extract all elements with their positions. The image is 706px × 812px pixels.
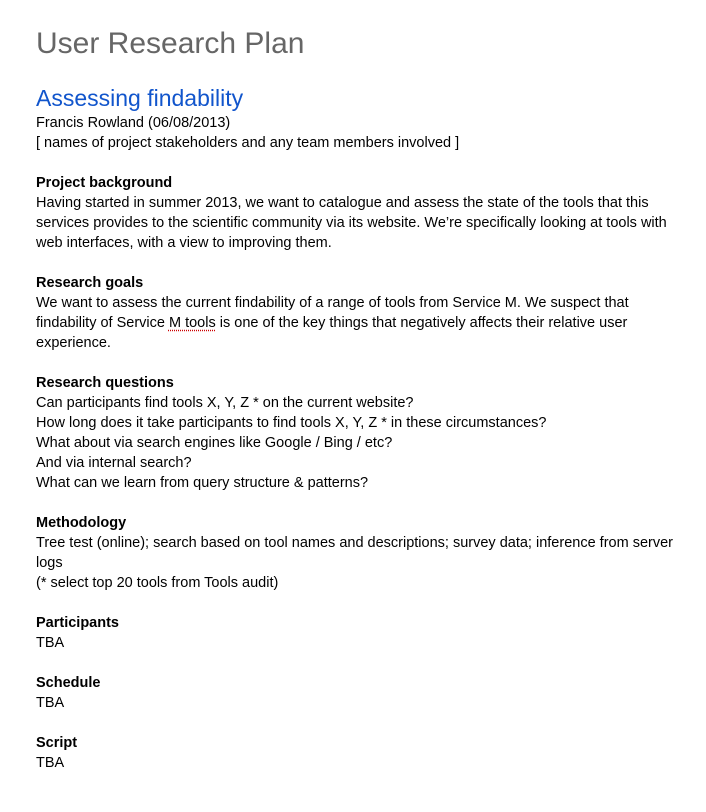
- section-heading: Project background: [36, 175, 173, 191]
- list-item: What about via search engines like Google / Bing / etc?: [36, 435, 393, 451]
- section-schedule: [36, 673, 686, 713]
- section-methodology: [36, 513, 686, 593]
- list-item: And via internal search?: [36, 455, 192, 471]
- document-title: User Research Plan: [36, 27, 305, 60]
- section-heading: Script: [36, 735, 78, 751]
- section-heading: Methodology: [36, 515, 127, 531]
- document-meta: [36, 113, 686, 153]
- list-item: Can participants find tools X, Y, Z * on the current website?: [36, 395, 414, 411]
- section-body: Having started in summer 2013, we want to catalogue and assess the state of the tools that this services provides to the scientific community via its website. We’re specifically looking at tools with web interfaces, with a view to improving them.: [36, 195, 667, 251]
- section-script: [36, 733, 686, 773]
- section-heading: Research questions: [36, 375, 174, 391]
- goals-text-before: We want to assess the current findability of a range of tools from Service M. We suspect that findability of Service: [36, 295, 629, 331]
- goals-text-after: is one of the key things that negatively affects their relative user experience.: [36, 315, 628, 351]
- section-heading: Participants: [36, 615, 119, 631]
- list-item: How long does it take participants to find tools X, Y, Z * in these circumstances?: [36, 415, 547, 431]
- section-participants: [36, 613, 686, 653]
- document-subtitle: Assessing findability: [36, 85, 244, 111]
- section-body: TBA: [36, 695, 65, 711]
- list-item: What can we learn from query structure & patterns?: [36, 475, 369, 491]
- section-body: Tree test (online); search based on tool names and descriptions; survey data; inference from server logs: [36, 535, 673, 571]
- stakeholders-line: [ names of project stakeholders and any team members involved ]: [36, 135, 460, 151]
- section-research-goals: [36, 273, 686, 353]
- section-body: TBA: [36, 635, 65, 651]
- section-research-questions: [36, 373, 686, 493]
- author-line: Francis Rowland (06/08/2013): [36, 115, 231, 131]
- methodology-note: (* select top 20 tools from Tools audit): [36, 575, 279, 591]
- section-body: TBA: [36, 755, 65, 771]
- section-project-background: [36, 173, 686, 253]
- section-heading: Schedule: [36, 675, 101, 691]
- section-heading: Research goals: [36, 275, 144, 291]
- spellcheck-flagged-text[interactable]: M tools: [168, 315, 216, 331]
- section-body: [36, 293, 676, 353]
